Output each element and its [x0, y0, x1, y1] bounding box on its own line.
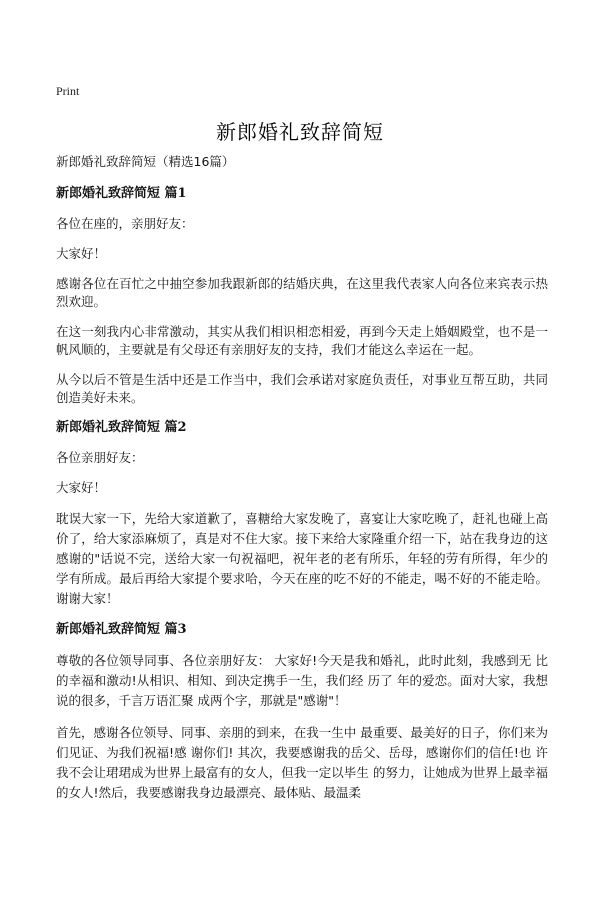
paragraph: 耽误大家一下，先给大家道歉了，喜糖给大家发晚了，喜宴让大家吃晚了，赶礼也碰上高价了，给大家添麻烦了，真是对不住大家。接下来给大家隆重介绍一下，站在我身边的这感谢的"话说不完，送给大家一句祝福吧，祝年老的老有所乐，年轻的劳有所得，年少的学有所成。最后再给大家提个要求哈，今天在座的吃不好的不能走，喝不好的不能走哈。谢谢大家！ [56, 511, 548, 606]
document-body [56, 153, 548, 815]
paragraph: 大家好！ [56, 246, 107, 261]
paragraph: 各位亲朋好友： [56, 450, 144, 465]
section-heading: 新郎婚礼致辞简短 篇1 [56, 186, 187, 201]
page-title: 新郎婚礼致辞简短 [216, 120, 384, 144]
section-heading: 新郎婚礼致辞简短 篇3 [56, 622, 187, 637]
paragraph: 尊敬的各位领导同事、各位亲朋好友： 大家好!今天是我和婚礼，此时此刻，我感到无 比的幸福和激动!从相识、相知、到决定携手一生，我们经 历了 年的爱恋。面对大家，我想说的很多，千言万语汇聚 成两个字，那就是"感谢"！ [56, 653, 548, 708]
document-subtitle: 新郎婚礼致辞简短（精选16篇） [56, 154, 235, 169]
paragraph: 感谢各位在百忙之中抽空参加我跟新郎的结婚庆典，在这里我代表家人向各位来宾表示热烈欢迎。 [56, 276, 548, 309]
paragraph: 大家好！ [56, 480, 107, 495]
paragraph: 首先，感谢各位领导、同事、亲朋的到来，在我一生中 最重要、最美好的日子，你们来为们见证、为我们祝福!感 谢你们! 其次，我要感谢我的岳父、岳母，感谢你们的信任!也 许我不会让珺珺成为世界上最富有的女人，但我一定以毕生 的努力，让她成为世界上最幸福的女人!然后，我要感谢我身边最漂亮、最体贴、最温柔 [56, 725, 548, 800]
print-label: Print [56, 84, 80, 98]
paragraph: 各位在座的，亲朋好友： [56, 216, 194, 231]
paragraph: 在这一刻我内心非常激动，其实从我们相识相恋相爱，再到今天走上婚姻殿堂，也不是一帆风顺的，主要就是有父母还有亲朋好友的支持，我们才能这么幸运在一起。 [56, 324, 548, 357]
section-heading: 新郎婚礼致辞简短 篇2 [56, 420, 187, 435]
paragraph: 从今以后不管是生活中还是工作当中，我们会承诺对家庭负责任，对事业互帮互助，共同创造美好未来。 [56, 372, 548, 405]
